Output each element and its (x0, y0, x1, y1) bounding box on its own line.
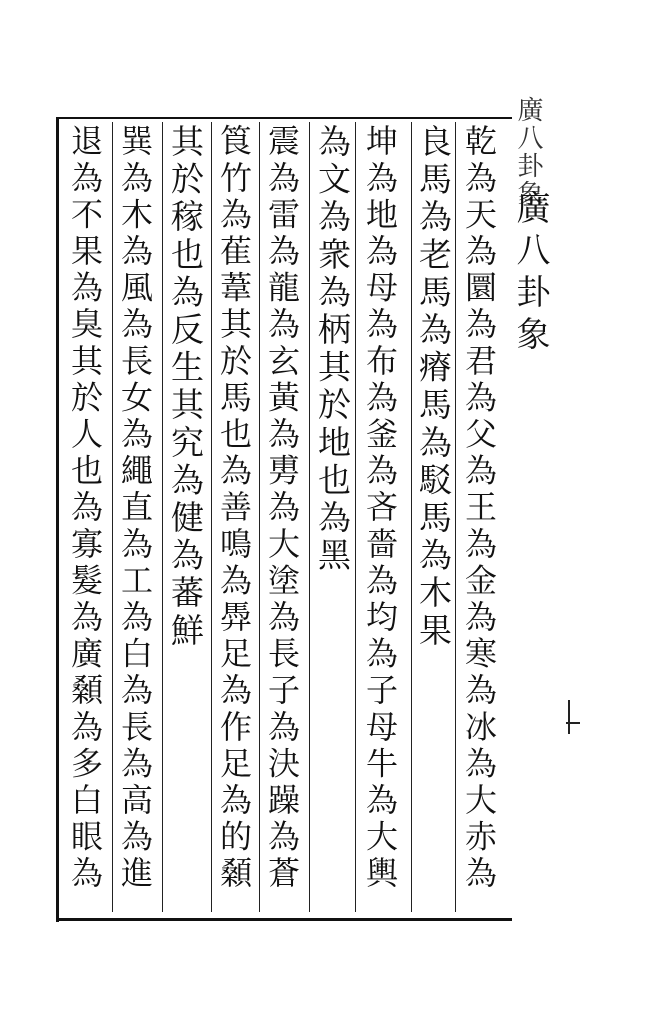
column-rule (455, 122, 456, 912)
text-column-2: 良馬為老馬為瘠馬為駁馬為木果 (414, 124, 453, 651)
page-header: 廣八卦象 (513, 96, 543, 208)
column-rule (355, 122, 356, 912)
column-rule (259, 122, 260, 912)
frame-left-border (56, 117, 59, 922)
text-column-8: 巽為木為風為長女為繩直為工為白為長為高為進 (116, 124, 154, 893)
margin-mark (566, 722, 580, 734)
text-column-4: 為文為衆為柄其於地也為黑 (313, 124, 352, 576)
column-rule (112, 122, 113, 912)
text-column-1: 乾為天為圜為君為父為王為金為寒為冰為大赤為 (460, 124, 498, 893)
frame-top-border (56, 117, 512, 119)
text-column-6: 筤竹為萑葦其於馬也為善鳴為馵足為作足為的顙 (215, 124, 253, 893)
column-rule (411, 122, 412, 912)
column-rule (309, 122, 310, 912)
frame-bottom-border (56, 918, 512, 921)
text-column-3: 坤為地為母為布為釜為吝嗇為均為子母牛為大輿 (361, 124, 399, 893)
column-rule (211, 122, 212, 912)
text-column-7: 其於稼也為反生其究為健為蕃鮮 (166, 124, 205, 651)
section-title: 廣八卦象 (510, 190, 550, 358)
text-column-9: 退為不果為臭其於人也為寡髮為廣顙為多白眼為 (66, 124, 104, 893)
column-rule (162, 122, 163, 912)
text-column-5: 震為雷為龍為玄黃為旉為大塗為長子為決躁為蒼 (263, 124, 301, 893)
